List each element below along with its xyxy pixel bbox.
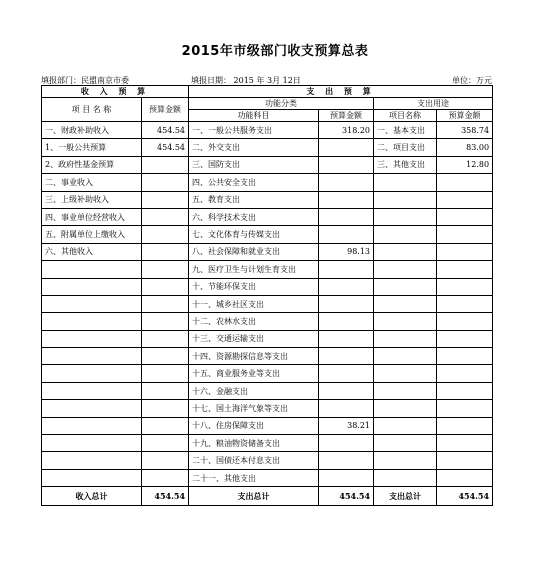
table-row	[42, 435, 493, 452]
income-name-cell: 三、上级补助收入	[42, 191, 142, 208]
use-amount-cell	[437, 330, 493, 347]
func-amount-cell	[319, 435, 374, 452]
page-title: 2015年市级部门收支预算总表	[181, 44, 369, 59]
use-amount-cell	[437, 243, 493, 260]
func-amount-cell	[319, 156, 374, 173]
func-name-cell: 八、社会保障和就业支出	[189, 243, 319, 260]
func-name-cell: 十七、国土海洋气象等支出	[189, 400, 319, 417]
use-name-cell	[374, 417, 437, 434]
use-name-cell	[374, 174, 437, 191]
func-name-cell: 十八、住房保障支出	[189, 417, 319, 434]
income-total-label: 收入总计	[42, 487, 142, 506]
func-amount-cell: 318.20	[319, 122, 374, 139]
func-name-cell: 十、节能环保支出	[189, 278, 319, 295]
table-row	[42, 208, 493, 225]
expense-total-label: 支出总计	[189, 487, 319, 506]
func-name-cell: 一、一般公共服务支出	[189, 122, 319, 139]
func-name-cell: 九、医疗卫生与计划生育支出	[189, 261, 319, 278]
use-total-label: 支出总计	[374, 487, 437, 506]
func-amount-cell	[319, 261, 374, 278]
use-name-cell	[374, 382, 437, 399]
income-amount-cell	[142, 365, 189, 382]
func-name-cell: 二、外交支出	[189, 139, 319, 156]
income-name-cell: 1、一般公共预算	[42, 139, 142, 156]
meta-date: 填报日期： 2015 年 3月 12日	[191, 76, 301, 85]
header-func-subject: 功能科目	[189, 110, 319, 122]
table-row	[42, 191, 493, 208]
use-name-cell	[374, 295, 437, 312]
func-name-cell: 二十、国债还本付息支出	[189, 452, 319, 469]
func-amount-cell	[319, 382, 374, 399]
income-amount-cell	[142, 243, 189, 260]
income-amount-cell	[142, 226, 189, 243]
use-name-cell	[374, 365, 437, 382]
use-amount-cell	[437, 226, 493, 243]
income-amount-cell	[142, 191, 189, 208]
income-amount-cell	[142, 313, 189, 330]
func-amount-cell	[319, 452, 374, 469]
func-name-cell: 五、教育支出	[189, 191, 319, 208]
table-row	[42, 261, 493, 278]
income-name-cell	[42, 452, 142, 469]
use-name-cell	[374, 400, 437, 417]
func-name-cell: 四、公共安全支出	[189, 174, 319, 191]
func-name-cell: 十五、商业服务业等支出	[189, 365, 319, 382]
use-total-value: 454.54	[437, 487, 493, 506]
table-row	[42, 348, 493, 365]
income-name-cell: 四、事业单位经营收入	[42, 208, 142, 225]
table-row	[42, 243, 493, 260]
func-amount-cell	[319, 174, 374, 191]
func-name-cell: 十二、农林水支出	[189, 313, 319, 330]
income-name-cell	[42, 400, 142, 417]
func-amount-cell	[319, 469, 374, 486]
income-name-cell	[42, 469, 142, 486]
table-row	[42, 156, 493, 173]
use-amount-cell	[437, 278, 493, 295]
use-amount-cell	[437, 382, 493, 399]
func-name-cell: 十三、交通运输支出	[189, 330, 319, 347]
income-amount-cell: 454.54	[142, 139, 189, 156]
table-row	[42, 313, 493, 330]
income-amount-cell	[142, 174, 189, 191]
use-name-cell	[374, 469, 437, 486]
func-amount-cell	[319, 330, 374, 347]
func-name-cell: 十一、城乡社区支出	[189, 295, 319, 312]
income-name-cell	[42, 382, 142, 399]
table-row	[42, 365, 493, 382]
header-income: 收 入 预 算	[42, 86, 189, 98]
use-name-cell	[374, 208, 437, 225]
income-name-cell	[42, 348, 142, 365]
use-amount-cell	[437, 469, 493, 486]
table-row	[42, 330, 493, 347]
table-row	[42, 122, 493, 139]
header-project-name: 项目名称	[374, 110, 437, 122]
func-amount-cell	[319, 348, 374, 365]
use-amount-cell	[437, 365, 493, 382]
use-amount-cell	[437, 417, 493, 434]
func-name-cell: 七、文化体育与传媒支出	[189, 226, 319, 243]
header-budget-amount: 预算金额	[142, 98, 189, 122]
use-amount-cell	[437, 435, 493, 452]
table-row	[42, 139, 493, 156]
use-amount-cell: 12.80	[437, 156, 493, 173]
table-row	[42, 400, 493, 417]
func-name-cell: 三、国防支出	[189, 156, 319, 173]
income-name-cell	[42, 417, 142, 434]
func-amount-cell: 38.21	[319, 417, 374, 434]
header-expense: 支 出 预 算	[189, 86, 493, 98]
header-budget-amount-3: 预算金额	[437, 110, 493, 122]
income-amount-cell	[142, 452, 189, 469]
income-name-cell	[42, 278, 142, 295]
income-amount-cell	[142, 469, 189, 486]
header-func-class: 功能分类	[189, 98, 374, 110]
func-amount-cell	[319, 278, 374, 295]
use-name-cell	[374, 191, 437, 208]
income-amount-cell	[142, 417, 189, 434]
income-name-cell: 五、附属单位上缴收入	[42, 226, 142, 243]
income-name-cell	[42, 313, 142, 330]
income-name-cell: 2、政府性基金预算	[42, 156, 142, 173]
use-amount-cell	[437, 208, 493, 225]
budget-table	[41, 85, 493, 506]
income-amount-cell	[142, 208, 189, 225]
func-name-cell: 六、科学技术支出	[189, 208, 319, 225]
func-name-cell: 十四、资源勘探信息等支出	[189, 348, 319, 365]
func-amount-cell	[319, 208, 374, 225]
use-name-cell	[374, 278, 437, 295]
income-name-cell	[42, 295, 142, 312]
income-amount-cell	[142, 156, 189, 173]
income-amount-cell	[142, 400, 189, 417]
use-name-cell: 三、其他支出	[374, 156, 437, 173]
func-amount-cell	[319, 365, 374, 382]
income-name-cell	[42, 365, 142, 382]
table-row	[42, 469, 493, 486]
income-amount-cell	[142, 382, 189, 399]
table-row	[42, 174, 493, 191]
func-name-cell: 十九、粮油物资储备支出	[189, 435, 319, 452]
use-amount-cell	[437, 174, 493, 191]
func-amount-cell	[319, 295, 374, 312]
use-name-cell: 一、基本支出	[374, 122, 437, 139]
total-row	[42, 487, 493, 506]
use-name-cell	[374, 435, 437, 452]
header-purpose: 支出用途	[374, 98, 493, 110]
func-amount-cell	[319, 226, 374, 243]
expense-total-value: 454.54	[319, 487, 374, 506]
func-amount-cell: 98.13	[319, 243, 374, 260]
income-name-cell: 二、事业收入	[42, 174, 142, 191]
table-row	[42, 226, 493, 243]
income-amount-cell	[142, 435, 189, 452]
func-amount-cell	[319, 191, 374, 208]
income-amount-cell	[142, 295, 189, 312]
func-amount-cell	[319, 139, 374, 156]
income-amount-cell	[142, 330, 189, 347]
use-amount-cell	[437, 191, 493, 208]
income-name-cell	[42, 261, 142, 278]
table-row	[42, 382, 493, 399]
use-amount-cell	[437, 261, 493, 278]
use-name-cell	[374, 348, 437, 365]
income-name-cell	[42, 435, 142, 452]
use-name-cell	[374, 330, 437, 347]
use-amount-cell	[437, 348, 493, 365]
use-amount-cell: 358.74	[437, 122, 493, 139]
func-amount-cell	[319, 400, 374, 417]
income-name-cell: 六、其他收入	[42, 243, 142, 260]
use-amount-cell: 83.00	[437, 139, 493, 156]
header-item-name: 项 目 名 称	[42, 98, 142, 122]
func-amount-cell	[319, 313, 374, 330]
use-name-cell	[374, 261, 437, 278]
income-amount-cell: 454.54	[142, 122, 189, 139]
use-name-cell	[374, 452, 437, 469]
use-name-cell	[374, 313, 437, 330]
table-row	[42, 295, 493, 312]
use-amount-cell	[437, 400, 493, 417]
use-name-cell	[374, 226, 437, 243]
use-name-cell	[374, 243, 437, 260]
table-row	[42, 278, 493, 295]
meta-department: 填报部门：民盟南京市委	[41, 76, 129, 85]
income-amount-cell	[142, 261, 189, 278]
income-name-cell: 一、财政补助收入	[42, 122, 142, 139]
func-name-cell: 二十一、其他支出	[189, 469, 319, 486]
meta-unit: 单位：万元	[452, 76, 492, 85]
income-amount-cell	[142, 348, 189, 365]
header-budget-amount-2: 预算金额	[319, 110, 374, 122]
income-name-cell	[42, 330, 142, 347]
income-total-value: 454.54	[142, 487, 189, 506]
use-amount-cell	[437, 313, 493, 330]
table-row	[42, 417, 493, 434]
table-row	[42, 452, 493, 469]
use-name-cell: 二、项目支出	[374, 139, 437, 156]
func-name-cell: 十六、金融支出	[189, 382, 319, 399]
use-amount-cell	[437, 452, 493, 469]
use-amount-cell	[437, 295, 493, 312]
income-amount-cell	[142, 278, 189, 295]
